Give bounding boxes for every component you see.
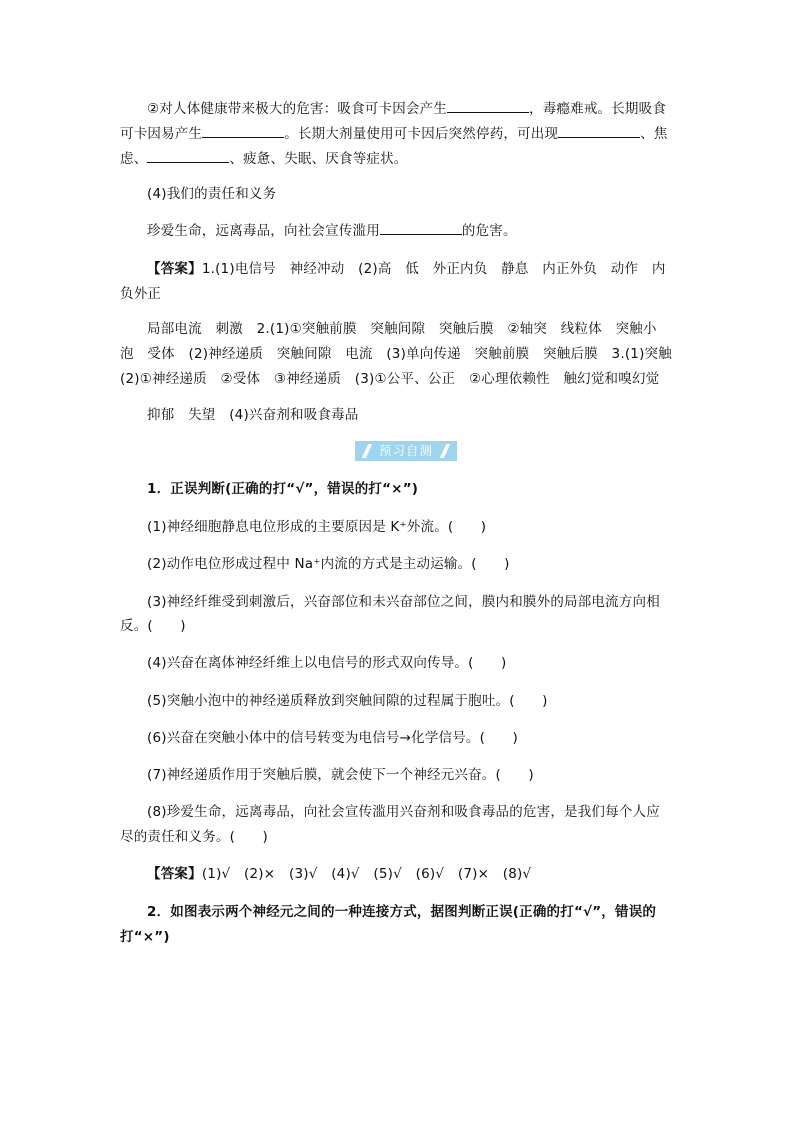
q1-item: (2)动作电位形成过程中 Na⁺内流的方式是主动运输。( ) xyxy=(147,556,510,572)
text: 虑、 xyxy=(120,151,148,167)
q1-item: (8)珍爱生命，远离毒品，向社会宣传滥用兴奋剂和吸食毒品的危害，是我们每个人应 xyxy=(147,804,660,820)
answer-tag: 【答案】 xyxy=(147,866,202,882)
fill-blank[interactable] xyxy=(558,123,640,138)
answer-text: (1)√ (2)× (3)√ (4)√ (5)√ (6)√ (7)× (8)√ xyxy=(201,866,532,882)
answer-line-3: 局部电流 刺激 2.(1)①突触前膜 突触间隙 突触后膜 ②轴突 线粒体 突触小 xyxy=(147,321,657,337)
fill-blank[interactable] xyxy=(447,98,529,113)
q2-title: 2．如图表示两个神经元之间的一种连接方式，据图判断正误(正确的打“√”，错误的 xyxy=(147,904,657,920)
cocaine-harm-line-3 xyxy=(120,147,676,172)
q1-item: (1)神经细胞静息电位形成的主要原因是 K⁺外流。( ) xyxy=(147,519,487,535)
q1-item: (3)神经纤维受到刺激后，兴奋部位和未兴奋部位之间，膜内和膜外的局部电流方向相 xyxy=(147,594,660,610)
text: 、疲惫、失眠、厌食等症状。 xyxy=(229,151,408,167)
text: 、焦 xyxy=(640,126,668,142)
text: 。长期大剂量使用可卡因后突然停药，可出现 xyxy=(284,126,559,142)
text: ，毒瘾难戒。长期吸食 xyxy=(529,101,667,117)
q1-item: (6)兴奋在突触小体中的信号转变为电信号→化学信号。( ) xyxy=(147,730,518,746)
answer-text: 1.(1)电信号 神经冲动 (2)高 低 外正内负 静息 内正外负 动作 内 xyxy=(201,261,666,277)
text: 珍爱生命，远离毒品，向社会宣传滥用 xyxy=(147,223,380,239)
responsibility-heading: (4)我们的责任和义务 xyxy=(147,186,277,202)
q1-item: (5)突触小泡中的神经递质释放到突触间隙的过程属于胞吐。( ) xyxy=(147,693,548,709)
fill-blank[interactable] xyxy=(202,123,284,138)
q1-item: (4)兴奋在离体神经纤维上以电信号的形式双向传导。( ) xyxy=(147,655,507,671)
q1-item-cont: 尽的责任和义务。( ) xyxy=(120,829,268,845)
answer-line-2: 负外正 xyxy=(120,286,162,302)
answer-line-4: 泡 受体 (2)神经递质 突触间隙 电流 (3)单向传递 突触前膜 突触后膜 3.(1)突触 xyxy=(120,346,672,362)
q1-title: 1．正误判断(正确的打“√”，错误的打“×”) xyxy=(147,481,419,497)
text: ②对人体健康带来极大的危害：吸食可卡因会产生 xyxy=(147,101,448,117)
q1-item: (7)神经递质作用于突触后膜，就会使下一个神经元兴奋。( ) xyxy=(147,767,534,783)
section-badge-label: 预习自测 xyxy=(378,443,433,458)
section-badge xyxy=(355,441,457,461)
answer-line-5: (2)①神经递质 ②受体 ③神经递质 (3)①公平、公正 ②心理依赖性 触幻觉和嗅幻觉 xyxy=(120,371,660,387)
answer-tag: 【答案】 xyxy=(147,261,202,277)
cocaine-harm-line-1 xyxy=(120,97,703,122)
cocaine-harm-line-2 xyxy=(120,122,676,147)
answer-line-6: 抑郁 失望 (4)兴奋剂和吸食毒品 xyxy=(147,407,359,423)
answer2-line xyxy=(120,862,703,887)
responsibility-line xyxy=(120,219,703,244)
text: 可卡因易产生 xyxy=(120,126,203,142)
fill-blank[interactable] xyxy=(380,220,462,235)
text: 的危害。 xyxy=(461,223,517,239)
q2-title-cont: 打“×”) xyxy=(120,929,170,945)
section-badge-bg xyxy=(355,441,457,461)
fill-blank[interactable] xyxy=(147,148,229,163)
q1-item-cont: 反。( ) xyxy=(120,618,186,634)
answer-line-1 xyxy=(120,257,703,282)
